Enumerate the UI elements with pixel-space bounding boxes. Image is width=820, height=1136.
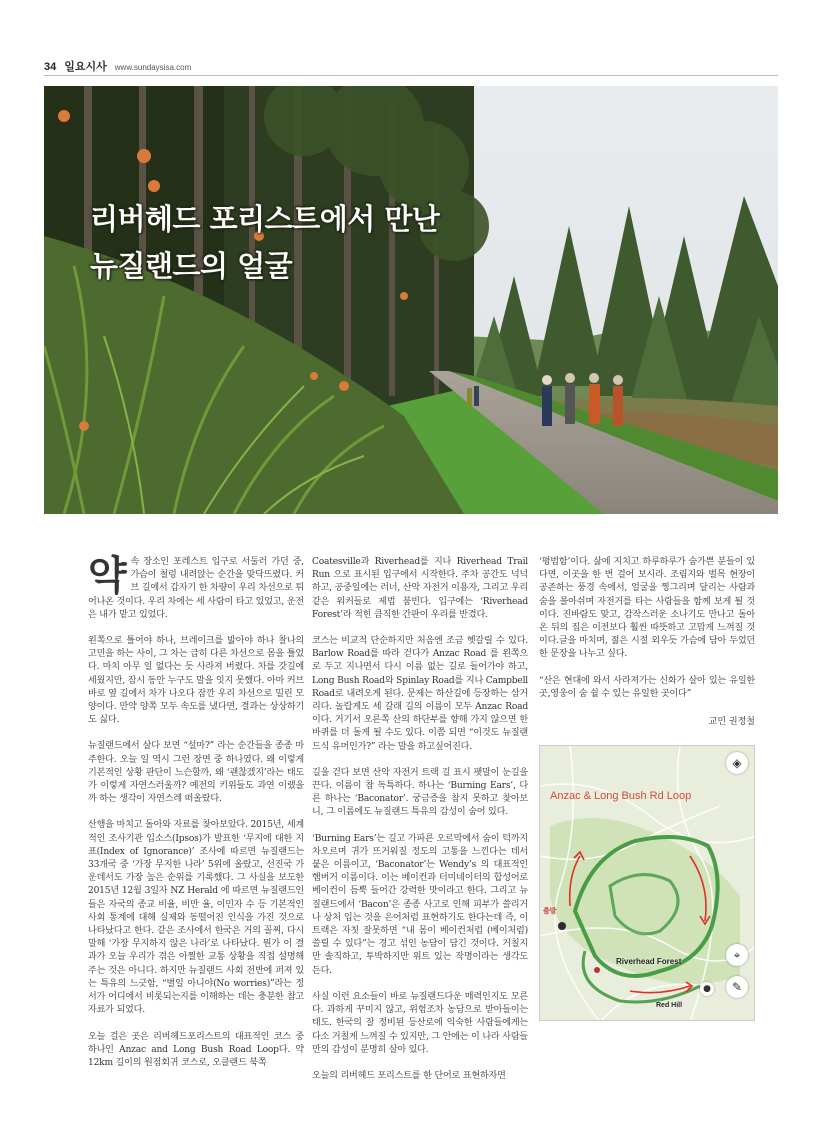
start-marker	[558, 922, 566, 930]
paragraph: ‘평범함’이다. 삶에 지치고 하루하루가 숨가쁜 분들이 있다면, 이곳을 한 번 걸어 보시라. 조림지와 벌목 현장이 공존하는 풍경 속에서, 얼굴을 찡그리며 달리는 사람과 숨을 몰아쉬며 자전거를 타는 사람들을 함께 보게 될 것이다. 진바람도 맞고, 감작스러운 소나기도 만나고 돌아온 뒤의 집은 이전보다 훨씬 따뜻하고 고맙게 느껴질 것이다.글을 마치며, 젊은 시절 외우듯 가슴에 담아 두었던 한 문장을 나누고 싶다.	[539, 557, 755, 660]
publication-url: www.sundaysisa.com	[114, 63, 192, 72]
paragraph: 왼쪽으로 틀어야 하나, 브레이크를 밟아야 하나 찰나의 고민을 하는 사이, 그 차는 급히 다른 차선으로 몸을 틀었다. 마치 아무 일 없다는 듯 사라져 버렸다. 차를 갓길에 세웠지만, 잠시 동안 누구도 말을 잇지 못했다. 아마 커브 바로 옆 길에서 차가 나오다 잠깐 우리 차선으로 밀린 모양이다. 만약 양쪽 모두 속도를 냈다면, 결과는 상상하기도 싫다.	[88, 636, 304, 726]
paragraph: 산행을 마치고 돌아와 자료를 찾아보았다. 2015년, 세계적인 조사기관 입소스(Ipsos)가 발표한 ‘무지에 대한 지표(Index of Ignorance)’ 조사에 따르면 뉴질랜드는 33개국 중 ‘가장 무지한 나라’ 5위에 올랐고, 선진국 가운데서도 가장 높은 순위를 기록했다. 그 사실을 보도한 2015년 12월 3일자 NZ Herald 에 따르면 뉴질랜드인들은 자국의 종교 비율, 비만 율, 이민자 수 등 기본적인 사회 통계에 대해 실제와 동떨어진 인식을 가진 것으로 나타났다고 한다. 같은 조사에서 한국은 거의 꼴찌, 다시 말해 ‘가장 무지하지 않은 나라’로 나타났다. 뭔가 이 결과가 오늘 우리가 겪은 아찔한 교통 상황을 직접 설명해 주는 것은 아니다. 하지만 뉴질랜드 사회 전반에 퍼져 있는 특유의 느긋함, “별일 아니야(No worries)”라는 정서가 어디에서 비롯되는지를 이해하는 데는 충분한 참고 자료가 되었다.	[88, 820, 304, 1016]
locate-icon[interactable]: ⌖	[726, 944, 748, 966]
pen-icon[interactable]: ✎	[726, 976, 748, 998]
headline-line-2: 뉴질랜드의 얼굴	[90, 249, 293, 283]
column-3	[539, 556, 755, 1021]
map-canvas	[540, 746, 755, 1021]
paragraph: Coatesville과 Riverhead를 지나 Riverhead Trail Run 으로 표시된 입구에서 시작한다. 주차 공간도 넉넉하고, 공중일에는 러너, 산악 자전거 이용자, 그리고 우리 같은 워커들로 제법 붐빈다. 입구에는 ‘Riverhead Forest’라 적힌 큼직한 간판이 우리를 반겼다.	[312, 557, 528, 620]
location-dot	[594, 967, 600, 973]
column-2	[312, 556, 528, 1096]
page-number: 34	[44, 61, 57, 73]
layers-icon[interactable]: ◈	[726, 752, 748, 774]
paragraph: 오늘의 리버헤드 포리스트를 한 단어로 표현하자면	[312, 1070, 506, 1081]
drop-cap: 약	[88, 552, 127, 599]
publication-name: 일요시사	[64, 61, 107, 73]
globe-icon[interactable]: ●	[700, 982, 714, 996]
page-masthead	[44, 58, 778, 76]
forest-trail-photo	[44, 86, 778, 514]
paragraph: 코스는 비교적 단순하지만 처음엔 조금 헷갈릴 수 있다. Barlow Road를 따라 걷다가 Anzac Road 를 왼쪽으로 두고 지나면서 다시 이름 없는 길로 들어가야 하고, Long Bush Road와 Spinlay Road를 지나 Campbell Road로 내려오게 된다. 문제는 하산길에 등장하는 삼거리다. 놀랍게도 세 갈래 길의 이름이 모두 Anzac Road 이다. 거기서 오른쪽 산의 하단부를 향해 가지 않으면 한 바퀴를 더 돌게 될 수도 있다. 이쯤 되면 “이것도 뉴질랜드식 유머인가?” 라는 말을 하고싶어진다.	[312, 636, 528, 752]
hero-photo	[44, 86, 778, 514]
paragraph: 뉴질랜드에서 살다 보면 “설마?” 라는 순간들을 종종 마주한다. 오늘 일 역시 그런 장면 중 하나였다. 왜 이렇게 기본적인 상황 판단이 느슨할까, 왜 ‘괜찮겠지’라는 태도가 이렇게 자연스러울까? 예전의 키위들도 과연 이랬을까 하는 생각이 자연스레 떠올랐다.	[88, 741, 304, 805]
paragraph: ‘Burning Ears’는 길고 가파른 오르막에서 숨이 턱까지 차오르며 귀가 뜨거워질 정도의 고통을 느낀다는 데서 붙은 이름이고, ‘Baconator’는 Wendy’s 의 대표적인 햄버거 이름이다. 이는 베이컨과 터미네이터의 합성어로 베이컨이 듬뿍 들어간 강력한 맛이라고 한다. 그리고 뉴질랜드에서 ‘Bacon’은 종종 사고로 인해 피부가 쓸리거나 상처 입는 것을 은어처럼 표현하기도 한다는데 즉, 이 트랙은 자칫 잘못하면 “내 몸이 베이컨처럼 (베이처럼) 쓸릴 수 있다”는 경고 섞인 농담이 담긴 것이다. 거칠지만 솔직하고, 투박하지만 위트 있는 작명이라는 생각도 든다.	[312, 833, 528, 976]
map-title: Anzac & Long Bush Rd Loop	[550, 790, 692, 803]
place-label: Red Hill	[656, 1002, 683, 1010]
author-byline: 교민 권정철	[708, 717, 755, 728]
start-label: 출발	[543, 908, 557, 916]
column-1	[88, 552, 304, 1083]
paragraph: 약속 장소인 포레스트 입구로 서둘러 가던 중, 가슴이 철렁 내려앉는 순간을 맞닥뜨렸다. 커브 길에서 갑자기 한 차량이 우리 차선으로 튀어나온 것이다. 우리 차에는 세 사람이 타고 있었고, 운전은 내가 맡고 있었다.	[88, 552, 304, 620]
article-headline	[90, 196, 439, 290]
paragraph: 오늘 걸은 곳은 리버헤드포리스트의 대표적인 코스 중 하나인 Anzac and Long Bush Road Loop다. 약 12km 길이의 원점회귀 코스로, 오클랜드 북쪽	[88, 1031, 304, 1068]
article-body	[88, 552, 778, 1081]
headline-line-1: 리버헤드 포리스트에서 만난	[90, 202, 440, 236]
paragraph: 길을 걷다 보면 산악 자전거 트랙 길 표시 팻말이 눈길을 끈다. 이름이 참 독특하다. 하나는 ‘Burning Ears’, 다른 하나는 ‘Baconator’. 궁금증을 참지 못하고 찾아보니, 그 이름에도 뉴질랜드 특유의 감성이 숨어 있다.	[312, 767, 528, 818]
route-map	[539, 745, 755, 1021]
forest-label: Riverhead Forest	[616, 957, 682, 967]
paragraph: 사실 이런 요소들이 바로 뉴질랜드다운 매력인지도 모른다. 과하게 꾸미지 않고, 위험조차 농담으로 받아들이는 태도. 한국의 잘 정비된 등산로에 익숙한 사람들에게는 다소 거칠게 느껴질 수 있지만, 그 안에는 이 나라 사람들만의 감성이 분명히 살아 있다.	[312, 991, 528, 1055]
quote: “산은 현대에 와서 사라져가는 신화가 살아 있는 유일한 곳,영웅이 숨 쉴 수 있는 유일한 곳이다”	[539, 675, 755, 699]
